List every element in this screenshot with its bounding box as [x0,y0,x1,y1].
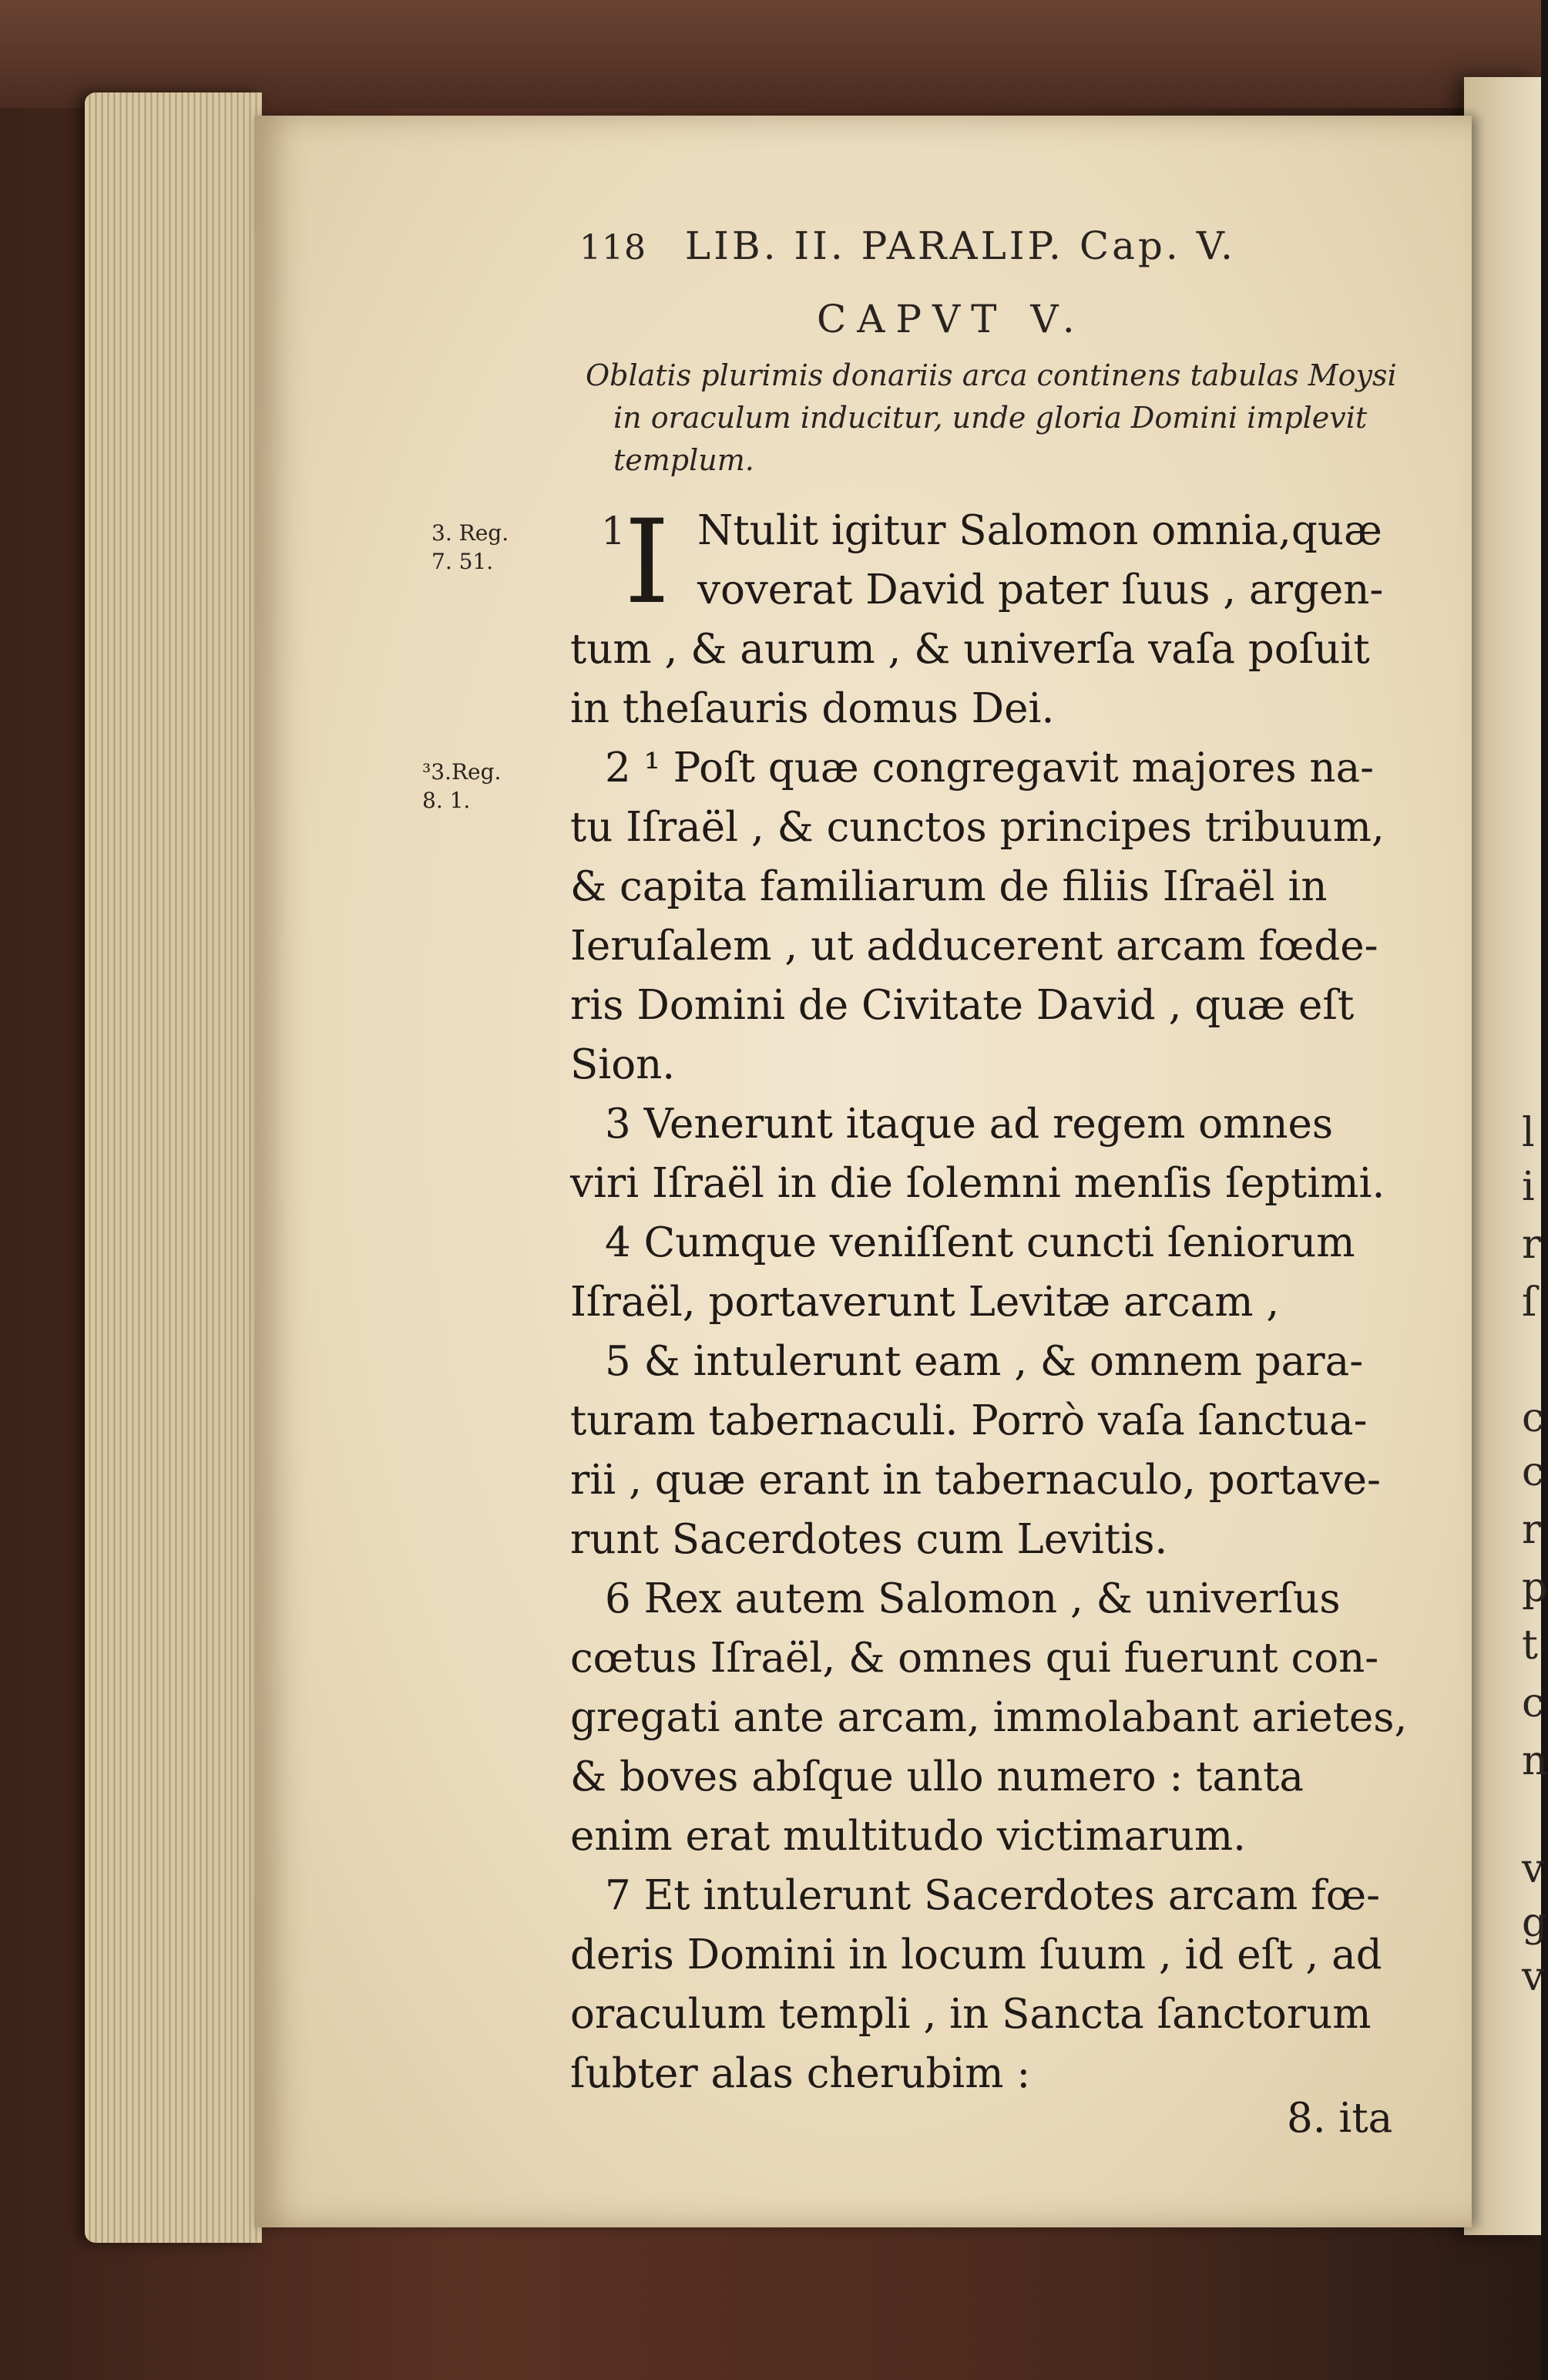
margin-note: 3. Reg. [431,520,509,546]
chapter-heading: CAPVT V. [817,297,1086,341]
facing-letter: i [1522,1164,1535,1210]
summary-line: in oraculum inducitur, unde gloria Domini implevit [613,401,1368,435]
text-line: Iſraël, portaverunt Levitæ arcam , [570,1279,1280,1326]
verse-number: 1 [601,509,626,553]
text-line: Sion. [570,1041,676,1088]
text-line: 5 & intulerunt eam , & omnem para- [605,1338,1364,1385]
text-line: viri Iſraël in die ſolemni menſis ſeptimi. [570,1160,1385,1207]
margin-note: ³3.Reg. [422,759,502,785]
text-line: oraculum templi , in Sancta ſanctorum [570,1991,1372,2038]
text-line: 3 Venerunt itaque ad regem omnes [605,1101,1334,1148]
facing-letter: ſ [1522,1279,1537,1326]
text-line: enim erat multitudo victimarum. [570,1813,1246,1860]
text-line: turam tabernaculi. Porrò vaſa ſanctua- [570,1397,1368,1444]
text-line: Ieruſalem , ut adducerent arcam fœde- [570,923,1378,970]
facing-letter: n [1522,1738,1548,1784]
summary-line: Oblatis plurimis donariis arca continens tabulas Moysi [586,358,1397,392]
margin-note: 8. 1. [422,788,471,813]
margin-note: 7. 51. [431,549,494,574]
text-line: & boves abſque ullo numero : tanta [570,1753,1305,1800]
text-line: & capita familiarum de filiis Iſraël in [570,863,1328,910]
text-line: Ntulit igitur Salomon omnia,quæ [697,507,1382,554]
facing-letter: p [1522,1565,1548,1611]
running-title: LIB. II. PARALIP. Cap. V. [684,224,1236,268]
facing-letter: l [1522,1110,1535,1156]
facing-letter: r [1522,1507,1541,1553]
text-line: 6 Rex autem Salomon , & univerſus [605,1575,1341,1622]
text-line: 4 Cumque veniſſent cuncti ſeniorum [605,1219,1355,1266]
text-line: runt Sacerdotes cum Levitis. [570,1516,1168,1563]
facing-letter: c [1522,1395,1545,1441]
text-line: tu Iſraël , & cunctos principes tribuum, [570,804,1385,851]
text-line: ris Domini de Civitate David , quæ eſt [570,982,1355,1029]
text-line: cœtus Iſraël, & omnes qui fuerunt con- [570,1635,1379,1682]
facing-letter: r [1522,1222,1541,1268]
facing-letter: g [1522,1900,1548,1946]
text-line: gregati ante arcam, immolabant arietes, [570,1694,1408,1741]
text-line: deris Domini in locum ſuum , id eſt , ad [570,1931,1382,1978]
facing-letter: t [1522,1622,1538,1669]
running-header [579,224,1373,268]
catchword: 8. ita [1287,2095,1393,2142]
drop-cap: I [624,496,670,630]
text-line: in theſauris domus Dei. [570,685,1055,732]
page-edges [85,92,262,2243]
text-line: 2 ¹ Poſt quæ congregavit majores na- [605,745,1375,792]
verse-1-opening [697,501,1456,620]
text-line: ſubter alas cherubim : [570,2050,1031,2097]
body-text [570,738,1456,2103]
page-number: 118 [579,228,646,267]
facing-letter: v [1522,1846,1545,1892]
text-line: 7 Et intulerunt Sacerdotes arcam fœ- [605,1872,1381,1919]
text-line: rii , quæ erant in tabernaculo, portave- [570,1457,1381,1504]
verse-1-continuation [570,620,1456,738]
facing-letter: c [1522,1680,1545,1726]
summary-line: templum. [613,443,754,477]
facing-letter: c [1522,1449,1545,1495]
text-line: tum , & aurum , & univerſa vaſa poſuit [570,626,1370,673]
facing-letter: v [1522,1954,1545,2000]
text-line: voverat David pater ſuus , argen- [697,566,1384,613]
chapter-summary [586,355,1456,482]
